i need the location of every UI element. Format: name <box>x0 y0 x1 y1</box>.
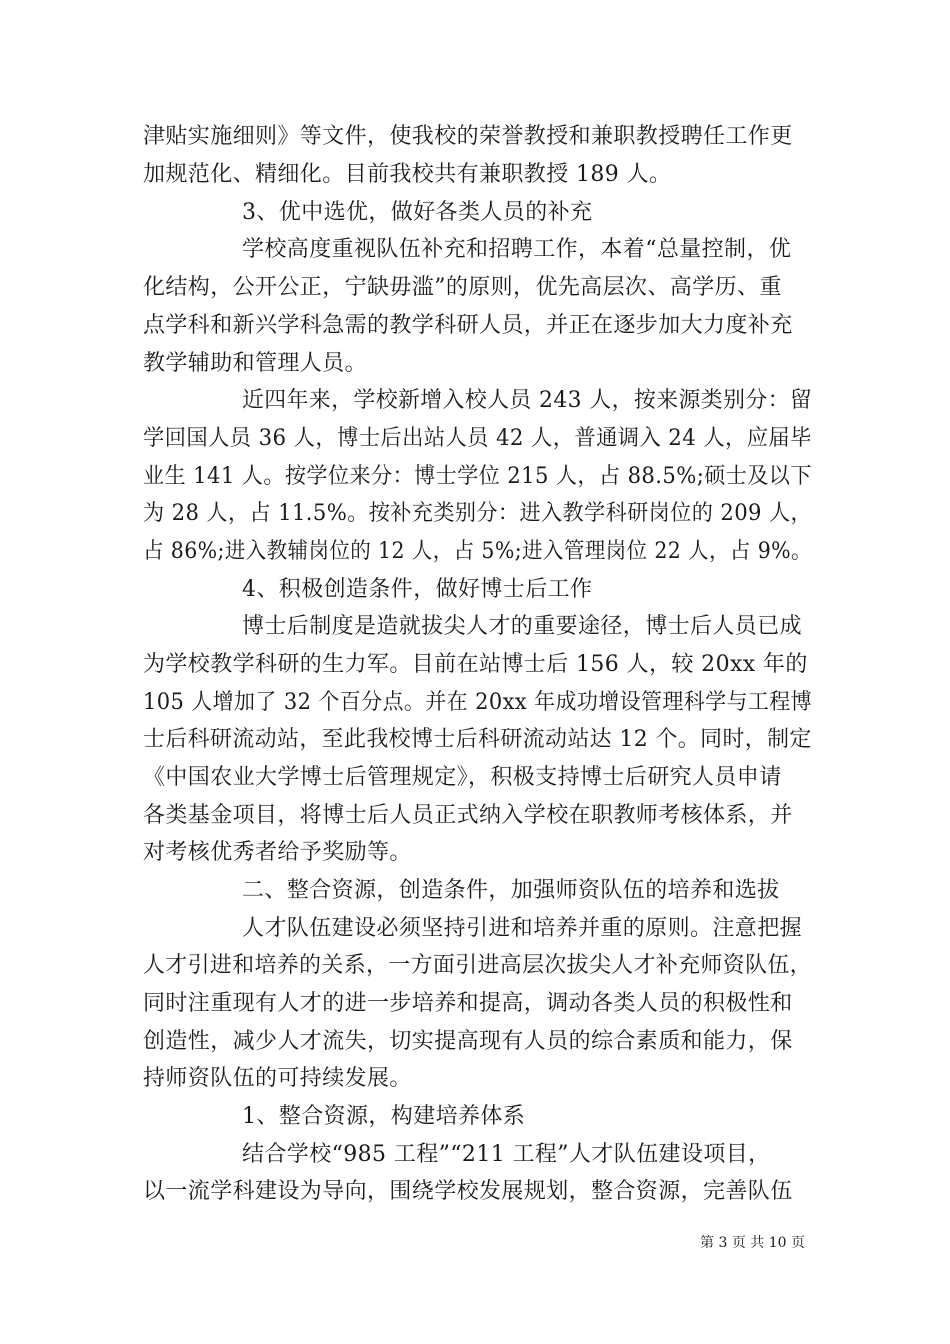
paragraph-start: 近四年来，学校新增入校人员 243 人，按来源类别分：留 <box>242 388 813 413</box>
section-heading: 1、整合资源，构建培养体系 <box>242 1104 526 1129</box>
text-line: 以一流学科建设为导向，围绕学校发展规划，整合资源，完善队伍 <box>143 1179 793 1204</box>
text-line: 为 28 人，占 11.5%。按补充类别分：进入教学科研岗位的 209 人， <box>143 501 813 526</box>
text-line: 学回国人员 36 人，博士后出站人员 42 人，普通调入 24 人，应届毕 <box>143 426 812 451</box>
section-heading: 4、积极创造条件，做好博士后工作 <box>242 577 593 602</box>
text-line: 点学科和新兴学科急需的教学科研人员，并正在逐步加大力度补充 <box>143 313 793 338</box>
section-heading: 二、整合资源，创造条件，加强师资队伍的培养和选拔 <box>242 878 780 903</box>
text-line: 化结构，公开公正，宁缺毋滥”的原则，优先高层次、高学历、重 <box>143 275 782 300</box>
paragraph-start: 结合学校“985 工程”“211 工程”人才队伍建设项目， <box>242 1142 771 1167</box>
text-line: 创造性，减少人才流失，切实提高现有人员的综合素质和能力，保 <box>143 1029 793 1054</box>
text-line: 加规范化、精细化。目前我校共有兼职教授 189 人。 <box>143 162 672 187</box>
text-line: 占 86%;进入教辅岗位的 12 人，占 5%;进入管理岗位 22 人，占 9%。 <box>143 539 812 564</box>
text-line: 《中国农业大学博士后管理规定》，积极支持博士后研究人员申请 <box>143 765 782 790</box>
text-line: 津贴实施细则》等文件，使我校的荣誉教授和兼职教授聘任工作更 <box>143 124 793 149</box>
text-line: 同时注重现有人才的进一步培养和提高，调动各类人员的积极性和 <box>143 991 793 1016</box>
text-line: 105 人增加了 32 个百分点。并在 20xx 年成功增设管理科学与工程博 <box>143 690 813 715</box>
text-line: 业生 141 人。按学位来分：博士学位 215 人，占 88.5%;硕士及以下 <box>143 464 812 489</box>
paragraph-start: 人才队伍建设必须坚持引进和培养并重的原则。注意把握 <box>242 916 803 941</box>
text-line: 各类基金项目，将博士后人员正式纳入学校在职教师考核体系，并 <box>143 803 793 828</box>
text-line: 对考核优秀者给予奖励等。 <box>143 840 412 865</box>
paragraph-start: 学校高度重视队伍补充和招聘工作，本着“总量控制，优 <box>242 237 792 262</box>
text-line: 人才引进和培养的关系，一方面引进高层次拔尖人才补充师资队伍， <box>143 953 812 978</box>
section-heading: 3、优中选优，做好各类人员的补充 <box>242 200 593 225</box>
text-line: 士后科研流动站，至此我校博士后科研流动站达 12 个。同时，制定 <box>143 727 812 752</box>
paragraph-start: 博士后制度是造就拔尖人才的重要途径，博士后人员已成 <box>242 614 803 639</box>
page-number: 第 3 页 共 10 页 <box>700 1235 805 1251</box>
text-line: 持师资队伍的可持续发展。 <box>143 1066 412 1091</box>
text-line: 教学辅助和管理人员。 <box>143 351 368 376</box>
text-line: 为学校教学科研的生力军。目前在站博士后 156 人，较 20xx 年的 <box>143 652 808 677</box>
